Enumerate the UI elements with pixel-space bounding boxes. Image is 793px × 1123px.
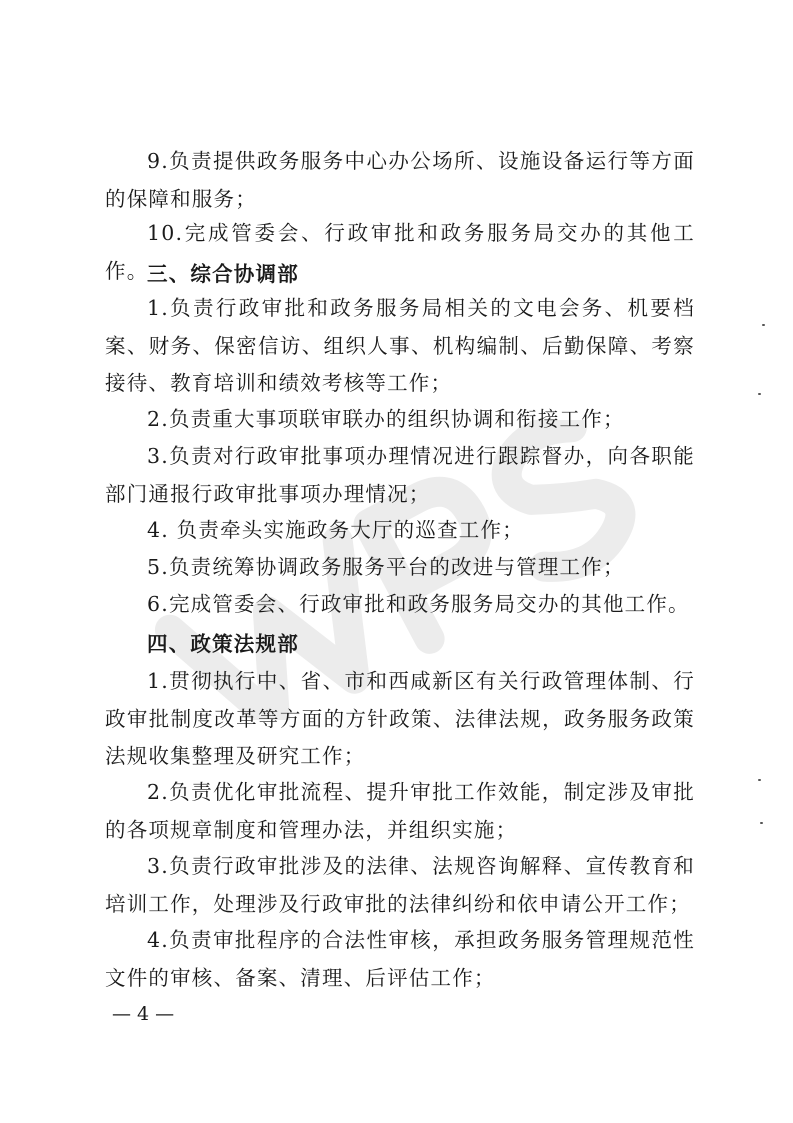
paragraph-9: 9.负责提供政务服务中心办公场所、设施设备运行等方面的保障和服务； <box>105 149 695 211</box>
section-heading-3: 三、综合协调部 <box>147 262 299 286</box>
scan-speck <box>762 324 765 326</box>
page-number: — 4 — <box>112 1003 175 1025</box>
scan-speck <box>758 779 761 781</box>
coordination-item-1: 1.负责行政审批和政务服务局相关的文电会务、机要档案、财务、保密信访、组织人事、机构编制、后勤保障、考察接待、教育培训和绩效考核等工作； <box>105 296 695 395</box>
paragraph-10: 10.完成管委会、行政审批和政务服务局交办的其他工作。 <box>105 221 695 283</box>
policy-item-1: 1.贯彻执行中、省、市和西咸新区有关行政管理体制、行政审批制度改革等方面的方针政策、法律法规，政务服务政策法规收集整理及研究工作； <box>105 669 695 768</box>
policy-item-4: 4.负责审批程序的合法性审核，承担政务服务管理规范性文件的审核、备案、清理、后评估工作； <box>105 928 695 990</box>
policy-item-3: 3.负责行政审批涉及的法律、法规咨询解释、宣传教育和培训工作，处理涉及行政审批的法律纠纷和依申请公开工作； <box>105 854 695 916</box>
scan-speck <box>758 393 761 395</box>
coordination-item-5: 5.负责统筹协调政务服务平台的改进与管理工作； <box>147 555 625 579</box>
scan-speck <box>760 822 763 824</box>
section-heading-4: 四、政策法规部 <box>147 632 299 656</box>
policy-item-2: 2.负责优化审批流程、提升审批工作效能，制定涉及审批的各项规章制度和管理办法，并组织实施； <box>105 780 695 842</box>
coordination-item-4: 4. 负责牵头实施政务大厅的巡查工作； <box>147 518 524 542</box>
coordination-item-3: 3.负责对行政审批事项办理情况进行跟踪督办，向各职能部门通报行政审批事项办理情况； <box>105 444 695 506</box>
coordination-item-2: 2.负责重大事项联审联办的组织协调和衔接工作； <box>147 407 625 431</box>
coordination-item-6: 6.完成管委会、行政审批和政务服务局交办的其他工作。 <box>147 592 690 616</box>
